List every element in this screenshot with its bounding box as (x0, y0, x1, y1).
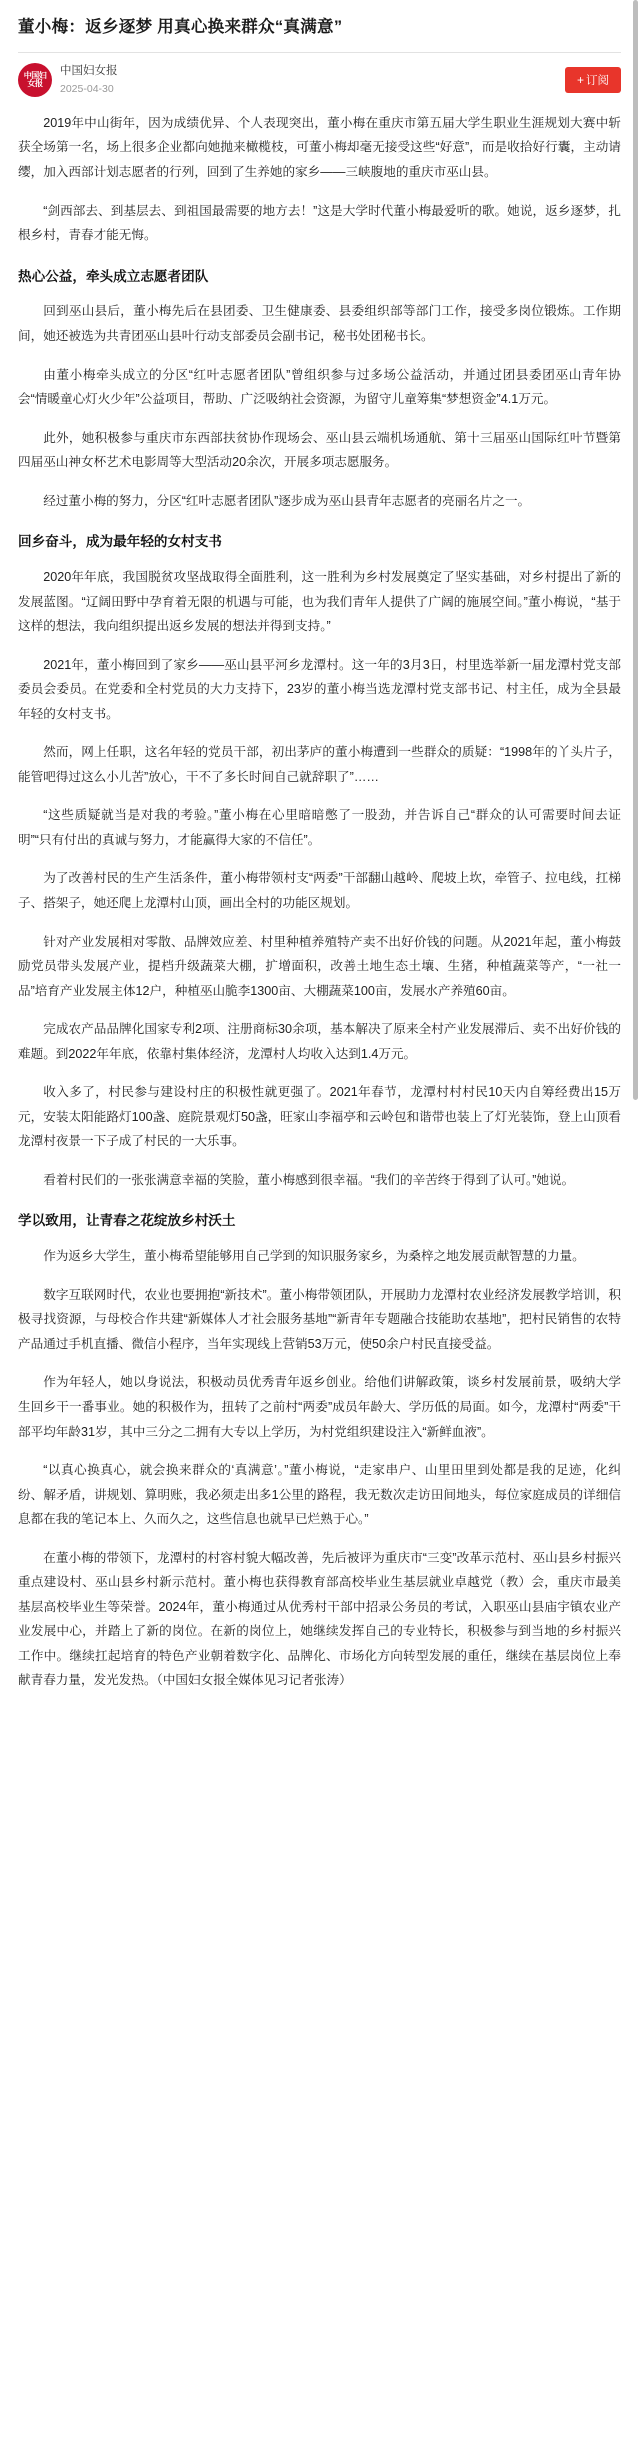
scrollbar[interactable] (633, 0, 638, 1100)
body-paragraph: “以真心换真心，就会换来群众的‘真满意’。”董小梅说，“走家串户、山里田里到处都是我的足迹，化纠纷、解矛盾，讲规划、算明账，我必须走出多1公里的路程，我无数次走访田间地头，每位家庭成员的详细信息都在我的笔记本上、久而久之，这些信息也就早已烂熟于心。” (18, 1463, 621, 1527)
body-paragraph: 然而，网上任职，这名年轻的党员干部，初出茅庐的董小梅遭到一些群众的质疑：“1998年的丫头片子，能管吧得过这么小儿苦”放心，干不了多长时间自己就辞职了”…… (18, 745, 621, 784)
body-paragraph: 由董小梅牵头成立的分区“红叶志愿者团队”曾组织参与过多场公益活动，并通过团县委团巫山青年协会“情暖童心灯火少年”公益项目，帮助、广泛吸纳社会资源，为留守儿童筹集“梦想资金”4.1万元。 (18, 367, 621, 407)
body-paragraph: “剑西部去、到基层去、到祖国最需要的地方去！”这是大学时代董小梅最爱听的歌。她说，返乡逐梦，扎根乡村，青春才能无悔。 (18, 203, 621, 243)
body-paragraph: 2019年中山街年，因为成绩优异、个人表现突出，董小梅在重庆市第五届大学生职业生涯规划大赛中斩获全场第一名，场上很多企业都向她抛来橄榄枝，可董小梅却毫无接受这些“好意”，而是收拾好行囊，主动请缨，加入西部计划志愿者的行列，回到了生养她的家乡——三峡腹地的重庆市巫山县。 (18, 115, 621, 180)
article-body (18, 111, 621, 1693)
body-paragraph: 为了改善村民的生产生活条件，董小梅带领村支“两委”干部翻山越岭、爬坡上坎，牵管子、拉电线，扛梯子、搭架子，她还爬上龙潭村山顶，画出全村的功能区规划。 (18, 871, 621, 910)
source-name: 中国妇女报 (60, 65, 118, 78)
body-paragraph: 2021年，董小梅回到了家乡——巫山县平河乡龙潭村。这一年的3月3日，村里选举新一届龙潭村党支部委员会委员。在党委和全村党员的大力支持下，23岁的董小梅当选龙潭村党支部书记、村主任，成为全县最年轻的女村支书。 (18, 657, 621, 721)
subscribe-button[interactable] (565, 67, 621, 93)
plus-icon: + (576, 72, 584, 87)
publish-date: 2025-04-30 (60, 82, 114, 95)
body-paragraph: 回到巫山县后，董小梅先后在县团委、卫生健康委、县委组织部等部门工作，接受多岗位锻炼。工作期间，她还被选为共青团巫山县叶行动支部委员会副书记，秘书处团秘书长。 (18, 304, 621, 343)
page-title: 董小梅：返乡逐梦 用真心换来群众“真满意” (18, 18, 343, 36)
body-paragraph: 经过董小梅的努力，分区“红叶志愿者团队”逐步成为巫山县青年志愿者的亮丽名片之一。 (43, 493, 531, 508)
body-paragraph: 完成农产品品牌化国家专利2项、注册商标30余项，基本解决了原来全村产业发展滞后、卖不出好价钱的难题。到2022年年底，依靠村集体经济，龙潭村人均收入达到1.4万元。 (18, 1022, 621, 1061)
avatar: 中国妇女报 (18, 63, 52, 97)
subscribe-label: 订阅 (586, 74, 609, 87)
body-paragraph: 数字互联网时代，农业也要拥抱“新技术”。董小梅带领团队，开展助力龙潭村农业经济发展教学培训，积极寻找资源，与母校合作共建“新媒体人才社会服务基地”“新青年专题融合技能助农基地”，把村民销售的农特产品通过手机直播、微信小程序，当年实现线上营销53万元，使50余户村民直接受益。 (18, 1287, 621, 1351)
body-paragraph: 作为返乡大学生，董小梅希望能够用自己学到的知识服务家乡，为桑梓之地发展贡献智慧的力量。 (43, 1249, 585, 1264)
body-paragraph: 收入多了，村民参与建设村庄的积极性就更强了。2021年春节，龙潭村村村民10天内自筹经费出15万元，安装太阳能路灯100盏、庭院景观灯50盏，旺家山李福亭和云岭包和谐带也装上了灯光装饰，登上山顶看龙潭村夜景一下子成了村民的一大乐事。 (18, 1085, 621, 1149)
article-meta (18, 63, 621, 97)
body-paragraph: 此外，她积极参与重庆市东西部扶贫协作现场会、巫山县云端机场通航、第十三届巫山国际红叶节暨第四届巫山神女杯艺术电影周等大型活动20余次，开展多项志愿服务。 (18, 430, 621, 470)
body-paragraph: 2020年年底，我国脱贫攻坚战取得全面胜利，这一胜利为乡村发展奠定了坚实基础，对乡村提出了新的发展蓝图。“辽阔田野中孕育着无限的机遇与可能，也为我们青年人提供了广阔的施展空间。”董小梅说，“基于这样的想法，我向组织提出返乡发展的想法并得到支持。” (18, 569, 621, 634)
body-paragraph: 作为年轻人，她以身说法，积极动员优秀青年返乡创业。给他们讲解政策，谈乡村发展前景，吸纳大学生回乡干一番事业。她的积极作为，扭转了之前村“两委”成员年龄大、学历低的局面。如今，龙潭村“两委”干部平均年龄31岁，其中三分之二拥有大专以上学历，为村党组织建设注入“新鲜血液”。 (18, 1375, 621, 1439)
body-paragraph: “这些质疑就当是对我的考验。”董小梅在心里暗暗憋了一股劲，并告诉自己“群众的认可需要时间去证明”“只有付出的真诚与努力，才能赢得大家的不信任”。 (18, 808, 621, 847)
section-heading: 回乡奋斗，成为最年轻的女村支书 (18, 534, 222, 550)
body-paragraph: 针对产业发展相对零散、品牌效应差、村里种植养殖特产卖不出好价钱的问题。从2021年起，董小梅鼓励党员带头发展产业，提档升级蔬菜大棚，扩增面积，改善土地生态土壤、生猪，种植蔬菜等产，“一社一品”培育产业发展主体12户，种植巫山脆李1300亩、大棚蔬菜100亩，发展水产养殖60亩。 (18, 934, 621, 998)
source-block (60, 64, 565, 96)
section-heading: 热心公益，牵头成立志愿者团队 (18, 268, 209, 284)
body-paragraph: 在董小梅的带领下，龙潭村的村容村貌大幅改善，先后被评为重庆市“三变”改革示范村、巫山县乡村振兴重点建设村、巫山县乡村新示范村。董小梅也获得教育部高校毕业生基层就业卓越党（教）会，重庆市最美基层高校毕业生等荣誉。2024年，董小梅通过从优秀村干部中招录公务员的考试，入职巫山县庙宇镇农业产业发展中心，并踏上了新的岗位。在新的岗位上，她继续发挥自己的专业特长，积极参与到当地的乡村振兴工作中。继续扛起培育的特色产业朝着数字化、品牌化、市场化方向转型发展的重任，继续在基层岗位上奉献青春力量，发光发热。（中国妇女报全媒体见习记者张涛） (18, 1550, 621, 1688)
body-paragraph: 看着村民们的一张张满意幸福的笑脸，董小梅感到很幸福。“我们的辛苦终于得到了认可。”她说。 (43, 1172, 575, 1187)
section-heading: 学以致用，让青春之花绽放乡村沃土 (18, 1213, 236, 1229)
divider (18, 52, 621, 53)
